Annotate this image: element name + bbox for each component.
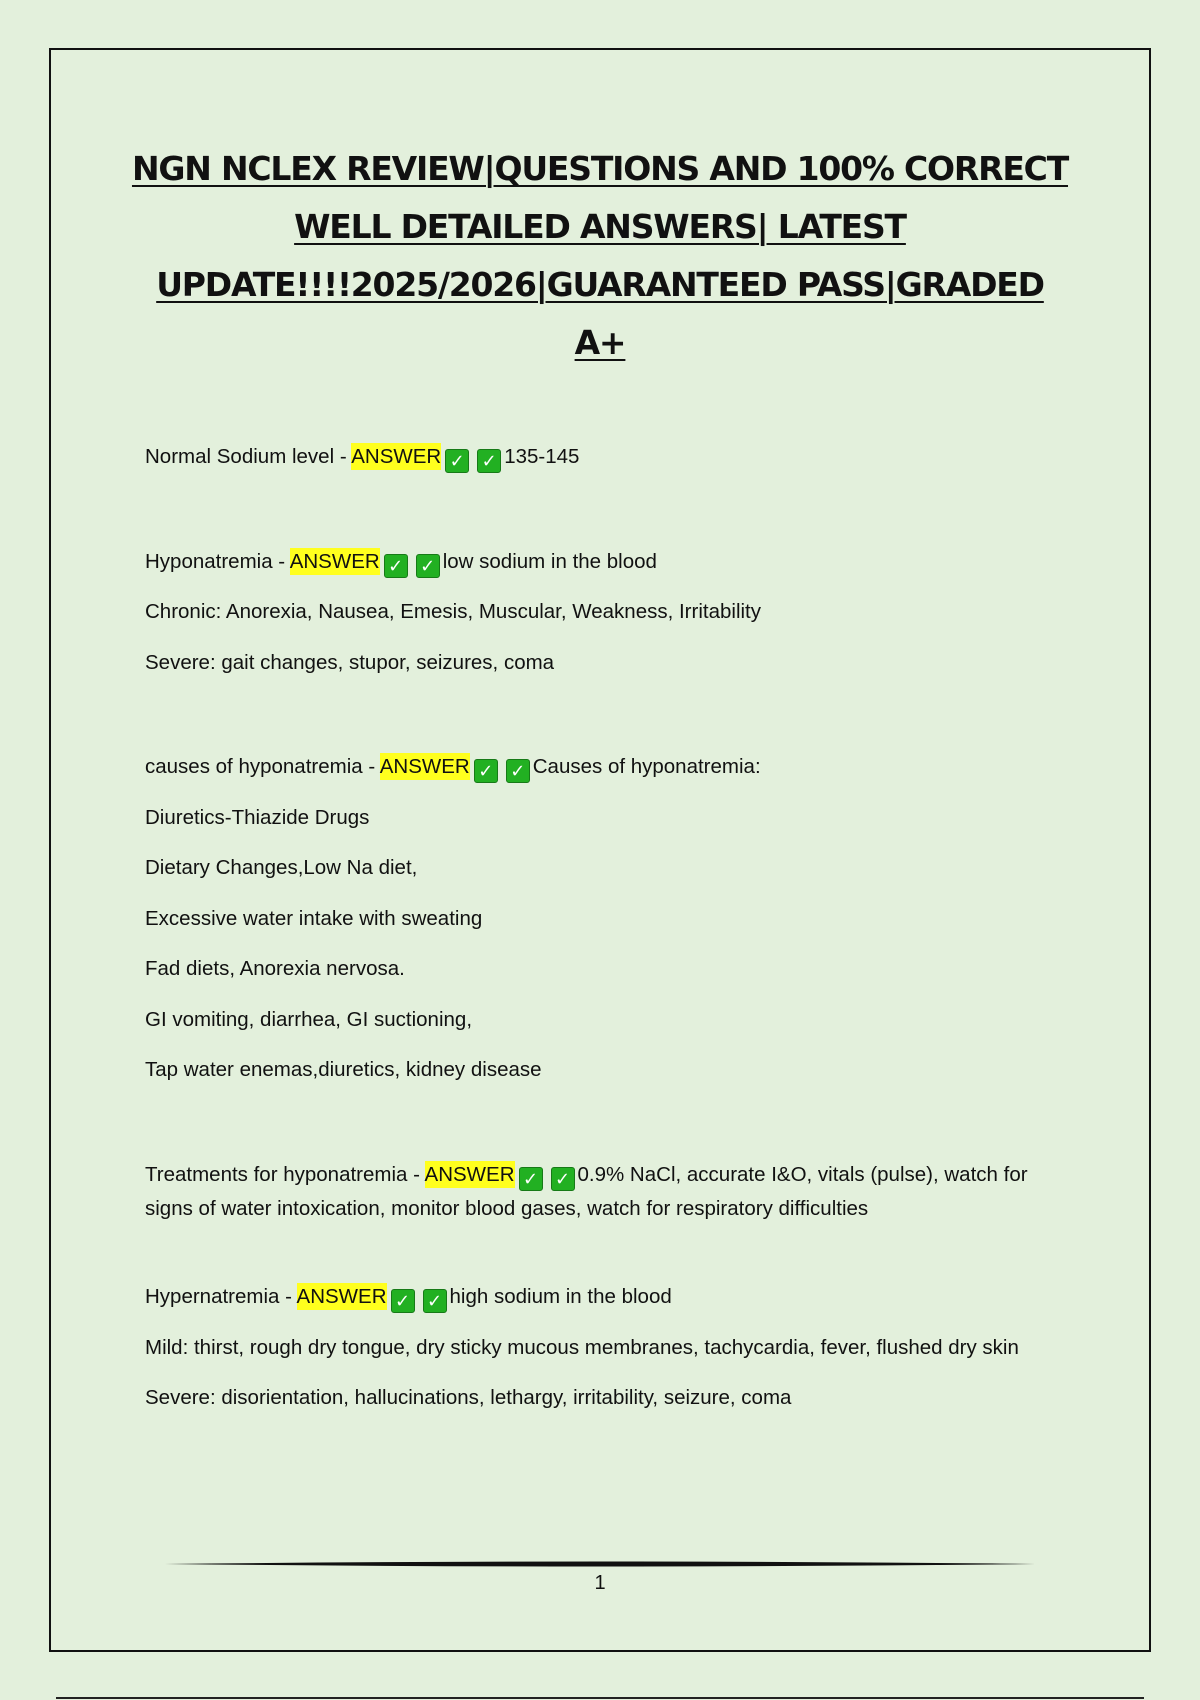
answer-detail: GI vomiting, diarrhea, GI suctioning,	[145, 1007, 473, 1031]
answer-detail: Diuretics-Thiazide Drugs	[145, 805, 370, 829]
answer-detail: Fad diets, Anorexia nervosa.	[145, 957, 405, 980]
answer-highlight: ANSWER	[424, 1162, 515, 1186]
checkmark-icon: ✓	[551, 1167, 575, 1191]
answer-detail: Mild: thirst, rough dry tongue, dry sticky mucous membranes, tachycardia, fever, flushed dry skin	[145, 1335, 1019, 1359]
answer-text: low sodium in the blood	[442, 549, 657, 573]
checkmark-icon: ✓	[519, 1167, 543, 1191]
answer-highlight: ANSWER	[351, 445, 442, 468]
spacer	[145, 696, 1065, 750]
qa-content	[145, 440, 1065, 1432]
answer-detail: Excessive water intake with sweating	[145, 906, 483, 930]
spacer	[145, 1242, 1065, 1280]
question-term: Hypernatremia -	[145, 1285, 297, 1308]
title-line: UPDATE!!!!2025/2026|GUARANTEED PASS|GRADED	[156, 265, 1044, 304]
answer-text: 135-145	[504, 445, 580, 468]
question-term: Treatments for hyponatremia -	[145, 1162, 425, 1186]
answer-highlight: ANSWER	[379, 755, 470, 778]
checkmark-icon: ✓	[506, 759, 530, 783]
answer-detail: Chronic: Anorexia, Nausea, Emesis, Muscular, Weakness, Irritability	[145, 600, 762, 623]
footer-divider	[165, 1560, 1035, 1568]
checkmark-icon: ✓	[391, 1289, 415, 1313]
question-term: causes of hyponatremia -	[145, 755, 380, 778]
document-title	[130, 140, 1070, 372]
answer-text: Causes of hyponatremia:	[532, 755, 761, 778]
title-line: A+	[574, 323, 626, 362]
qa-entry-hypernatremia	[145, 1280, 1065, 1314]
answer-highlight: ANSWER	[289, 549, 380, 573]
answer-text: 0.9% NaCl, accurate I&O, vitals (pulse), watch for signs of water intoxication, monitor blood gases, watch for respiratory difficulties	[145, 1162, 1028, 1220]
spacer	[145, 1104, 1065, 1158]
next-page-edge	[56, 1697, 1144, 1699]
checkmark-icon: ✓	[416, 554, 440, 578]
answer-detail: Severe: disorientation, hallucinations, lethargy, irritability, seizure, coma	[145, 1386, 792, 1409]
checkmark-icon: ✓	[423, 1289, 447, 1313]
checkmark-icon: ✓	[477, 449, 501, 473]
answer-highlight: ANSWER	[296, 1285, 387, 1308]
page-number: 1	[594, 1572, 606, 1594]
qa-entry-normal-sodium	[145, 440, 1065, 474]
qa-entry-hyponatremia	[145, 545, 1065, 579]
checkmark-icon: ✓	[474, 759, 498, 783]
question-term: Normal Sodium level -	[145, 445, 352, 468]
qa-entry-causes-hyponatremia	[145, 750, 1065, 784]
answer-text: high sodium in the blood	[449, 1285, 672, 1308]
answer-detail: Dietary Changes,Low Na diet,	[145, 856, 418, 879]
question-term: Hyponatremia -	[145, 549, 290, 573]
qa-entry-treatments-hyponatremia	[145, 1158, 1065, 1226]
title-line: NGN NCLEX REVIEW|QUESTIONS AND 100% CORRECT	[131, 149, 1069, 188]
title-line: WELL DETAILED ANSWERS| LATEST	[294, 207, 906, 246]
answer-detail: Severe: gait changes, stupor, seizures, coma	[145, 650, 555, 674]
spacer	[145, 491, 1065, 545]
checkmark-icon: ✓	[384, 554, 408, 578]
checkmark-icon: ✓	[445, 449, 469, 473]
answer-detail: Tap water enemas,diuretics, kidney disease	[145, 1058, 542, 1081]
